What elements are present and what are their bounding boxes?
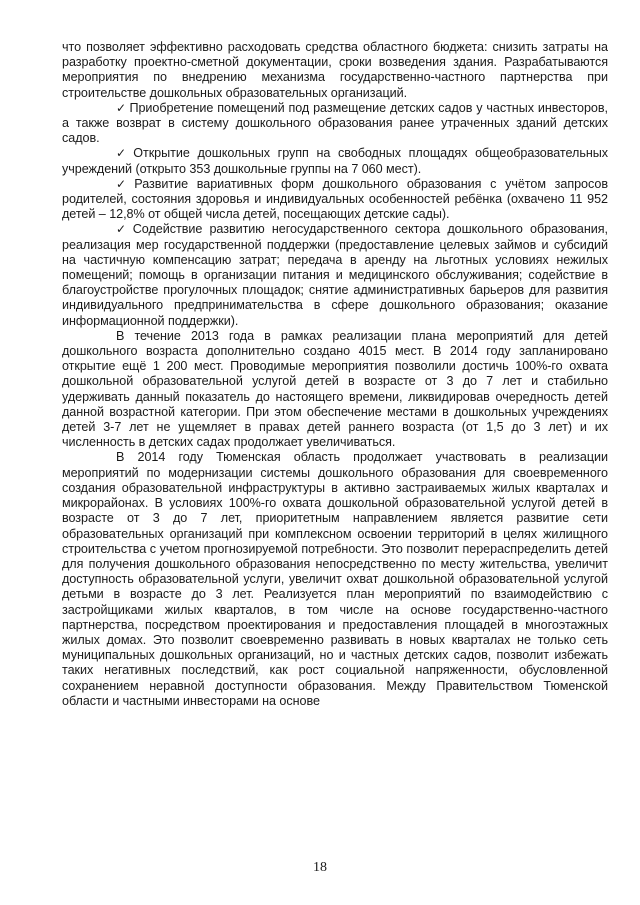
paragraph-text: В 2014 году Тюменская область продолжает участвовать в реализации мероприятий по модернизации системы дошкольного образования для своевременного создания образовательной инфраструктуры в активно застраиваемых жилых кварталах и микрорайонах. В условиях 100%-го охвата дошкольной образовательной услугой детей в возрасте от 3 до 7 лет, приоритетным направлением является развитие сети образовательных организаций при комплексном освоении территорий в целях жилищного строительства с учетом прогнозируемой потребности. Это позволит перераспределить детей для получения дошкольного образования непосредственно по месту жительства, увеличит доступность образовательной услуги, увеличит охват дошкольной образовательной услугой детьми в возрасте до 3 лет. Реализуется план мероприятий по взаимодействию с застройщиками жилых кварталов, в том числе на основе государственно-частного партнерства, посредством проектирования и предоставления площадей в многоэтажных жилых домах. Это позволит своевременно развивать в новых кварталах не только сеть муниципальных дошкольных организаций, но и частных детских садов, позволит избежать таких негативных последствий, как рост социальной напряженности, обусловленной сохранением неравной доступности образования. Между Правительством Тюменской области и частными инвесторами на основе <box>62 450 608 708</box>
checkmark-icon: ✓ <box>116 222 130 237</box>
bullet-text: Открытие дошкольных групп на свободных площадях общеобразовательных учреждений (открыто 353 дошкольные группы на 7 060 мест). <box>62 146 608 176</box>
paragraph-text: В течение 2013 года в рамках реализации плана мероприятий для детей дошкольного возраста дополнительно создано 4015 мест. В 2014 году запланировано открытие ещё 1 200 мест. Проводимые мероприятия позволили достичь 100%-го охвата дошкольной образовательной услугой детей в возрасте от 3 до 7 лет и стабильно удерживать данный показатель до настоящего времени, ликвидировав очередность детей данной возрастной категории. При этом обеспечение местами в дошкольных учреждениях детей 3-7 лет не ущемляет в правах детей раннего возраста (от 1,5 до 3 лет) и их численность в детских садах продолжает увеличиваться. <box>62 328 608 450</box>
checkmark-icon: ✓ <box>116 146 131 161</box>
checkmark-icon: ✓ <box>116 100 127 115</box>
document-page <box>62 40 608 709</box>
paragraph-2013-results <box>62 329 608 451</box>
bullet-item-premises <box>62 101 608 147</box>
paragraph-2014-plans <box>62 450 608 708</box>
paragraph-text: что позволяет эффективно расходовать средства областного бюджета: снизить затраты на разработку проектно-сметной документации, сроки возведения здания. Разрабатываются мероприятия по внедрению механизма государственно-частного партнерства при строительстве дошкольных образовательных организаций. <box>62 40 608 100</box>
page-number: 18 <box>313 860 327 875</box>
bullet-text: Развитие вариативных форм дошкольного образования с учётом запросов родителей, состояния здоровья и индивидуальных особенностей ребёнка (охвачено 11 952 детей – 12,8% от общей числа детей, посещающих детские сады). <box>62 176 608 222</box>
bullet-item-groups <box>62 146 608 176</box>
checkmark-icon: ✓ <box>116 176 132 191</box>
bullet-item-variative-forms <box>62 177 608 223</box>
bullet-text: Приобретение помещений под размещение детских садов у частных инвесторов, а также возврат в систему дошкольного образования ранее утраченных зданий детских садов. <box>62 100 608 146</box>
paragraph-intro <box>62 40 608 101</box>
bullet-text: Содействие развитию негосударственного сектора дошкольного образования, реализация мер государственной поддержки (предоставление целевых займов и субсидий на частичную компенсацию затрат; передача в аренду на льготных условиях нежилых помещений; помощь в организации питания и медицинского обслуживания; содействие в благоустройстве прогулочных площадок; снятие административных барьеров для развития индивидуального предпринимательства в сфере дошкольного образования; оказание информационной поддержки). <box>62 222 608 328</box>
bullet-item-private-sector <box>62 222 608 328</box>
